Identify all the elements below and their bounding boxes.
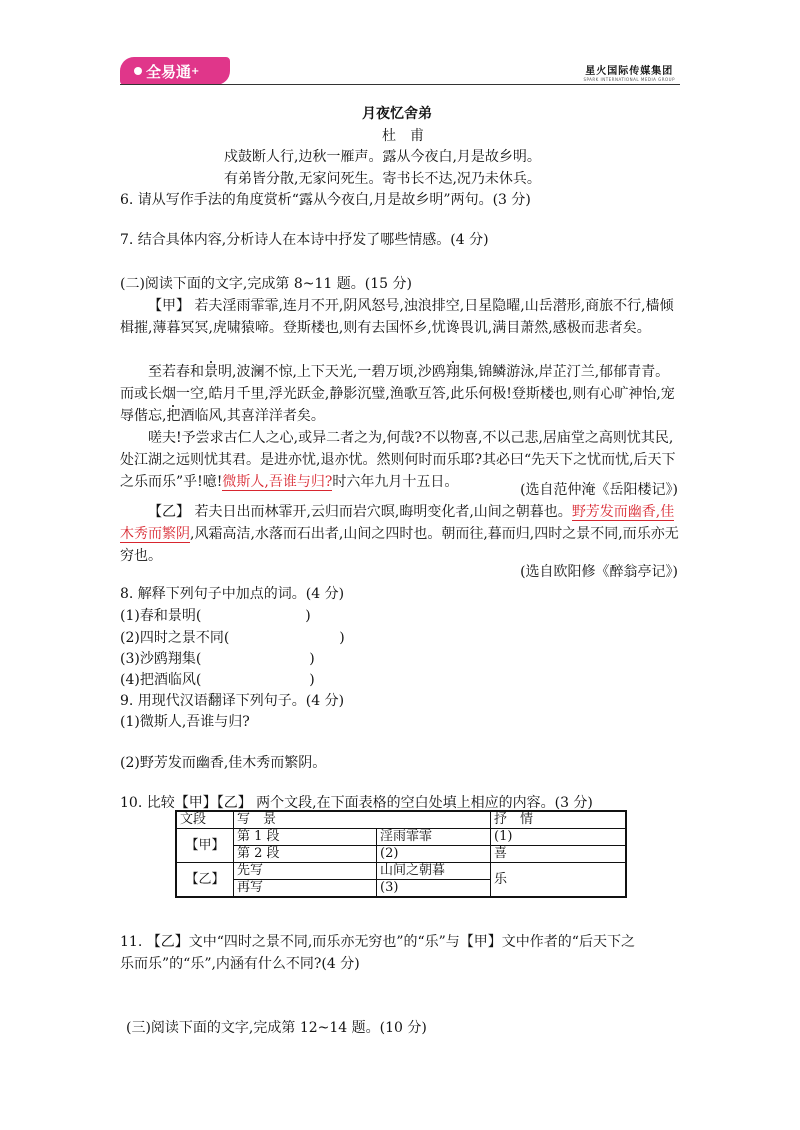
table-cell: 第 1 段 [234, 829, 377, 846]
close-paren: ) [339, 630, 345, 646]
text-run: 至若春和 [148, 364, 204, 380]
table-cell: 【乙】 [176, 863, 234, 898]
dotted-word: 翔 [445, 364, 460, 380]
poem-author: 杜 甫 [382, 128, 424, 144]
question-9: 9. 用现代汉语翻译下列句子。(4 分) [120, 693, 345, 709]
table-row [176, 829, 626, 846]
jia-paragraph-1: 【甲】 若夫淫雨霏霏,连月不开,阴风怒号,浊浪排空,日星隐曜,山岳潜形,商旅不行,樯倾楫摧,薄暮冥冥,虎啸猿啼。登斯楼也,则有去国怀乡,忧谗畏讥,满目萧然,感极而悲者矣。 [120, 298, 674, 336]
question-8: 8. 解释下列句子中加点的词。(4 分) [120, 586, 345, 602]
underlined-sentence: 野芳发而幽香,佳木秀而繁阴 [120, 504, 675, 542]
q8-item-4 [120, 669, 315, 689]
text-run: ,风霜高洁,水落而石出者,山间之四时也。朝而往,暮而归,四时之景不同,而乐亦无穷也。 [120, 526, 679, 564]
text-run: 嗟夫!予尝求古仁人之心,或异二者之为,何哉?不以物喜,不以己悲,居庙堂之高则忧其民,处江湖之远则忧其君。是进亦忧,退亦忧。然则何时而乐耶?其必曰“先天下之忧而忧,后天下之乐而乐”乎!噫! [120, 430, 676, 490]
company-subtitle: SPARK INTERNATIONAL MEDIA GROUP [583, 77, 675, 82]
text-run: 时六年九月十五日。 [332, 474, 459, 490]
q9-item-2: (2)野芳发而幽香,佳木秀而繁阴。 [120, 755, 327, 771]
answer-cell[interactable]: (2) [377, 846, 491, 863]
text-run: 明,波澜不惊,上下天光,一碧万顷,沙鸥 [218, 364, 446, 380]
answer-cell[interactable]: (1) [491, 829, 627, 846]
item-label: (3)沙鸥翔集( [120, 651, 202, 667]
header-divider [120, 84, 680, 85]
yi-paragraph [120, 501, 680, 567]
q8-item-3 [120, 648, 315, 668]
poem-line-2: 有弟皆分散,无家问死生。寄书长不达,况乃未休兵。 [224, 171, 541, 187]
text-run: 集,锦鳞游泳,岸芷汀兰,郁郁青青。而或长烟一空,皓月千里,浮光跃金,静影沉璧,渔歌互答,此乐何极!登斯楼也,则有心旷神怡,宠辱偕忘, [120, 364, 675, 424]
company-mark [583, 62, 675, 82]
header-cell: 文段 [176, 811, 234, 829]
table-cell: 再写 [234, 880, 377, 898]
close-paren: ) [305, 608, 311, 624]
table-cell: 淫雨霏霏 [377, 829, 491, 846]
dotted-word: 景 [204, 364, 218, 380]
section-2-heading: (二)阅读下面的文字,完成第 8~11 题。(15 分) [120, 276, 412, 292]
question-7: 7. 结合具体内容,分析诗人在本诗中抒发了哪些情感。(4 分) [120, 232, 489, 248]
brand-logo [120, 57, 230, 85]
poem-line-1: 戍鼓断人行,边秋一雁声。露从今夜白,月是故乡明。 [224, 149, 541, 165]
leaf-icon [134, 67, 142, 75]
table-row [176, 863, 626, 880]
close-paren: ) [309, 651, 315, 667]
text-run: 【乙】 若夫日出而林霏开,云归而岩穴暝,晦明变化者,山间之朝暮也。 [148, 504, 572, 520]
jia-source: (选自范仲淹《岳阳楼记》) [520, 482, 678, 498]
question-11-line-1: 11. 【乙】文中“四时之景不同,而乐亦无穷也”的“乐”与【甲】文中作者的“后天下之 [120, 934, 635, 950]
table-cell: 喜 [491, 846, 627, 863]
poem-title: 月夜忆舍弟 [362, 106, 432, 122]
q8-item-2 [120, 627, 345, 647]
underlined-sentence: 微斯人,吾谁与归? [222, 474, 333, 490]
item-label: (4)把酒临风( [120, 672, 202, 688]
header-cell: 写 景 [234, 811, 491, 829]
table-cell: 先写 [234, 863, 377, 880]
logo-plus: + [191, 65, 200, 77]
company-name: 星火国际传媒集团 [585, 66, 674, 77]
q9-item-1: (1)微斯人,吾谁与归? [120, 714, 250, 730]
yi-source: (选自欧阳修《醉翁亭记》) [520, 564, 678, 580]
question-11-line-2: 乐而乐”的“乐”,内涵有什么不同?(4 分) [120, 956, 360, 972]
dotted-word: 把 [166, 408, 181, 424]
close-paren: ) [309, 672, 315, 688]
table-cell: 第 2 段 [234, 846, 377, 863]
table-cell: 山间之朝暮 [377, 863, 491, 880]
table-cell: 乐 [491, 863, 627, 898]
question-6: 6. 请从写作手法的角度赏析“露从今夜白,月是故乡明”两句。(3 分) [120, 192, 531, 208]
text-run: 酒临风,其喜洋洋者矣。 [180, 408, 325, 424]
item-label: (2)四时之景不同( [120, 630, 230, 646]
comparison-table [175, 810, 627, 898]
item-label: (1)春和景明( [120, 608, 202, 624]
logo-text: 全易通 [146, 62, 192, 81]
question-10: 10. 比较【甲】【乙】 两个文段,在下面表格的空白处填上相应的内容。(3 分) [120, 795, 593, 811]
header-cell: 抒 情 [491, 811, 627, 829]
table-row [176, 846, 626, 863]
table-header-row [176, 811, 626, 829]
section-3-heading: (三)阅读下面的文字,完成第 12~14 题。(10 分) [126, 1020, 427, 1036]
answer-cell[interactable]: (3) [377, 880, 491, 898]
table-cell: 【甲】 [176, 829, 234, 863]
q8-item-1 [120, 605, 311, 625]
jia-paragraph-2 [120, 361, 680, 427]
